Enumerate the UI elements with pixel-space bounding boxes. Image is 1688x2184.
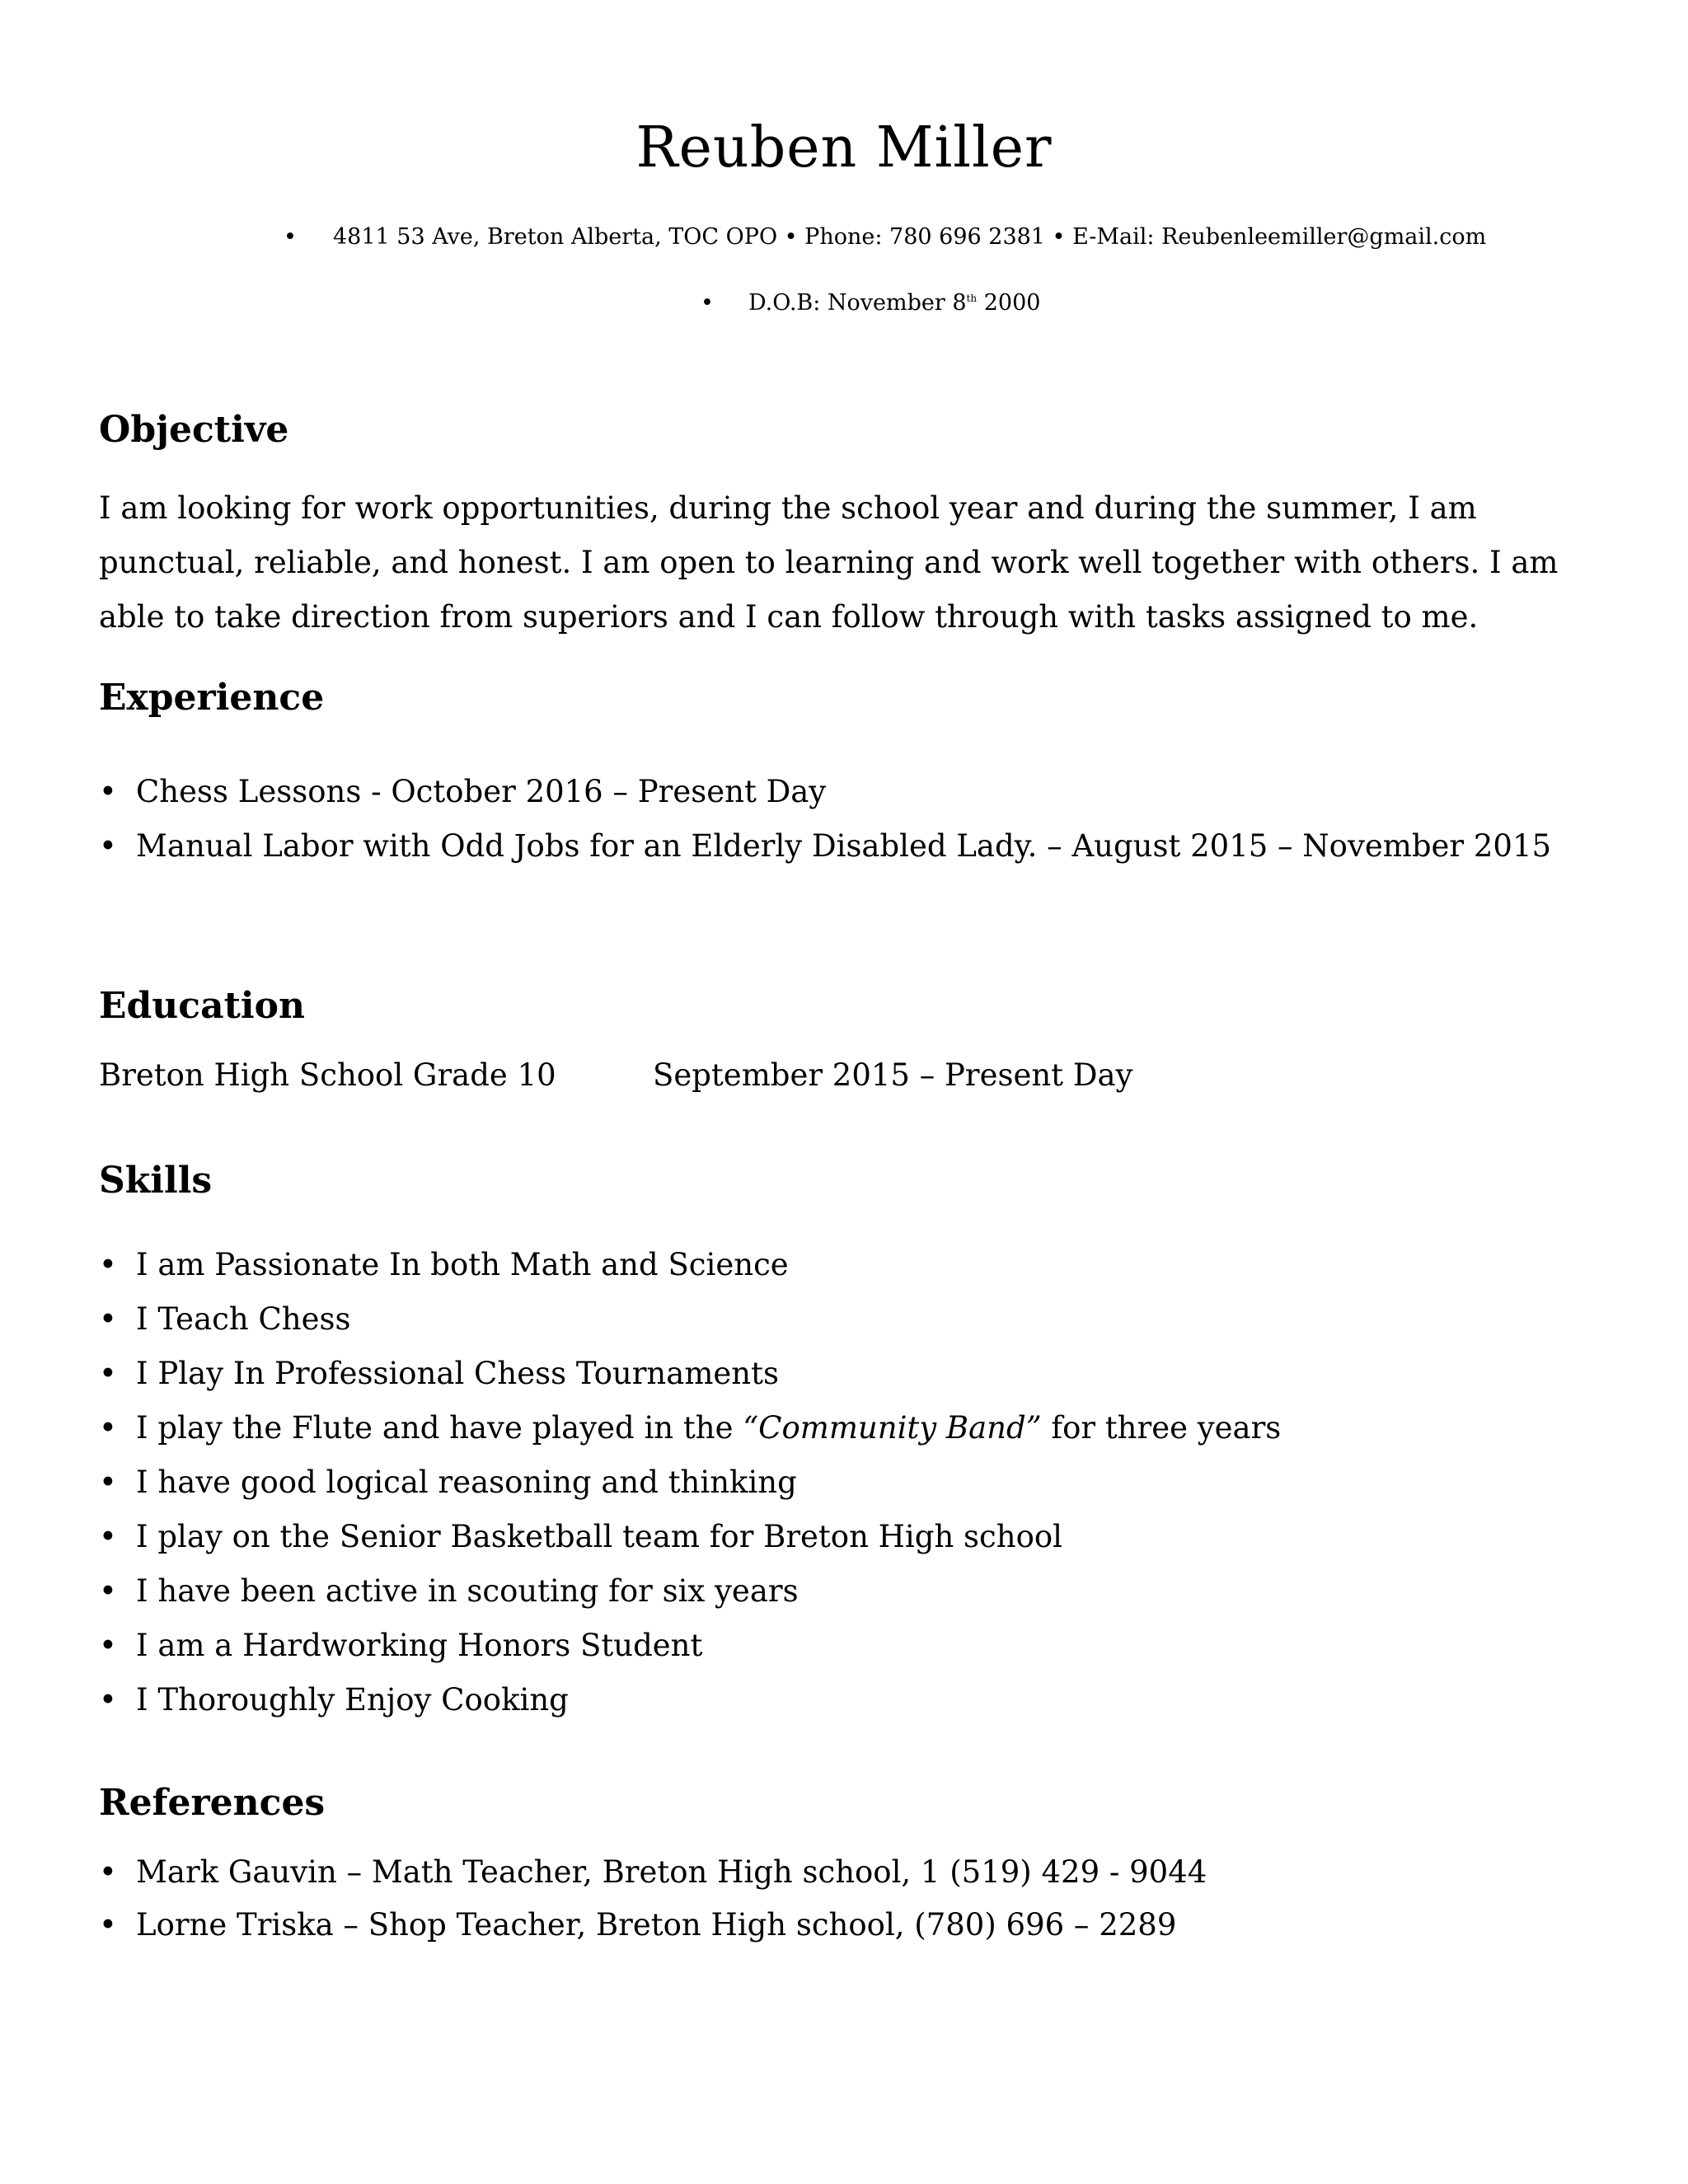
bullet-icon: • [99,1410,117,1446]
skill-item [99,1619,1281,1673]
skill-item [99,1292,1281,1347]
education-school: Breton High School Grade 10 [99,1057,556,1093]
skill-item-text: I have been active in scouting for six years [136,1573,799,1609]
skill-item-text: I Teach Chess [136,1301,351,1337]
bullet-icon: • [99,1519,117,1554]
skill-item [99,1401,1281,1455]
dob-superscript: th [966,293,978,304]
skill-item-text: I play on the Senior Basketball team for Breton High school [136,1519,1062,1554]
reference-item [99,1899,1207,1952]
education-heading: Education [99,985,305,1027]
reference-item-text: Lorne Triska – Shop Teacher, Breton High school, (780) 696 – 2289 [136,1907,1177,1943]
skill-item-text: I am a Hardworking Honors Student [136,1628,703,1663]
bullet-icon: • [99,1573,117,1609]
bullet-icon: • [284,224,297,250]
skill-item-text: I Thoroughly Enjoy Cooking [136,1682,569,1718]
experience-item-text: Manual Labor with Odd Jobs for an Elderly Disabled Lady. – August 2015 – November 2015 [136,828,1552,864]
bullet-icon: • [99,1854,117,1890]
bullet-icon: • [99,1682,117,1718]
community-band-emphasis: “Community Band” [743,1410,1042,1446]
dob-text [748,290,1040,316]
skill-item [99,1564,1281,1619]
bullet-icon: • [99,1301,117,1337]
bullet-icon: • [99,1465,117,1500]
skill-item [99,1238,1281,1292]
skills-heading: Skills [99,1160,213,1202]
experience-item-text: Chess Lessons - October 2016 – Present Day [136,774,827,809]
dob-prefix: D.O.B: November 8 [748,290,967,316]
education-dates: September 2015 – Present Day [653,1057,1133,1093]
reference-item [99,1846,1207,1899]
contact-info-text: 4811 53 Ave, Breton Alberta, TOC OPO • Phone: 780 696 2381 • E-Mail: Reubenleemiller@gmail.com [333,224,1487,250]
skill-item-suffix: for three years [1051,1410,1282,1446]
skill-item-text: I Play In Professional Chess Tournaments [136,1356,779,1391]
bullet-icon: • [701,290,714,316]
skill-item-text: I play the Flute and have played in the [136,1410,734,1446]
skill-item [99,1347,1281,1401]
skills-list [99,1238,1281,1727]
skill-item [99,1455,1281,1510]
bullet-icon: • [99,1356,117,1391]
objective-heading: Objective [99,409,289,451]
skill-item-text: I am Passionate In both Math and Science [136,1247,789,1282]
reference-item-text: Mark Gauvin – Math Teacher, Breton High school, 1 (519) 429 - 9044 [136,1854,1207,1890]
experience-list [99,765,1551,874]
experience-item [99,765,1551,819]
bullet-icon: • [99,828,117,864]
experience-item [99,819,1551,874]
dob-year: 2000 [983,290,1041,316]
bullet-icon: • [99,1247,117,1282]
experience-heading: Experience [99,677,325,719]
bullet-icon: • [99,1907,117,1943]
bullet-icon: • [99,774,117,809]
skill-item-text: I have good logical reasoning and thinking [136,1465,797,1500]
bullet-icon: • [99,1628,117,1663]
objective-text: I am looking for work opportunities, during the school year and during the summer, I am punctual, reliable, and honest. I am open to learning and work well together with others. I am able to take direction from superiors and I can follow through with tasks assigned to me. [99,490,1559,635]
skill-item [99,1510,1281,1564]
references-list [99,1846,1207,1952]
references-heading: References [99,1782,326,1824]
skill-item [99,1673,1281,1727]
resume-name: Reuben Miller [635,115,1053,180]
